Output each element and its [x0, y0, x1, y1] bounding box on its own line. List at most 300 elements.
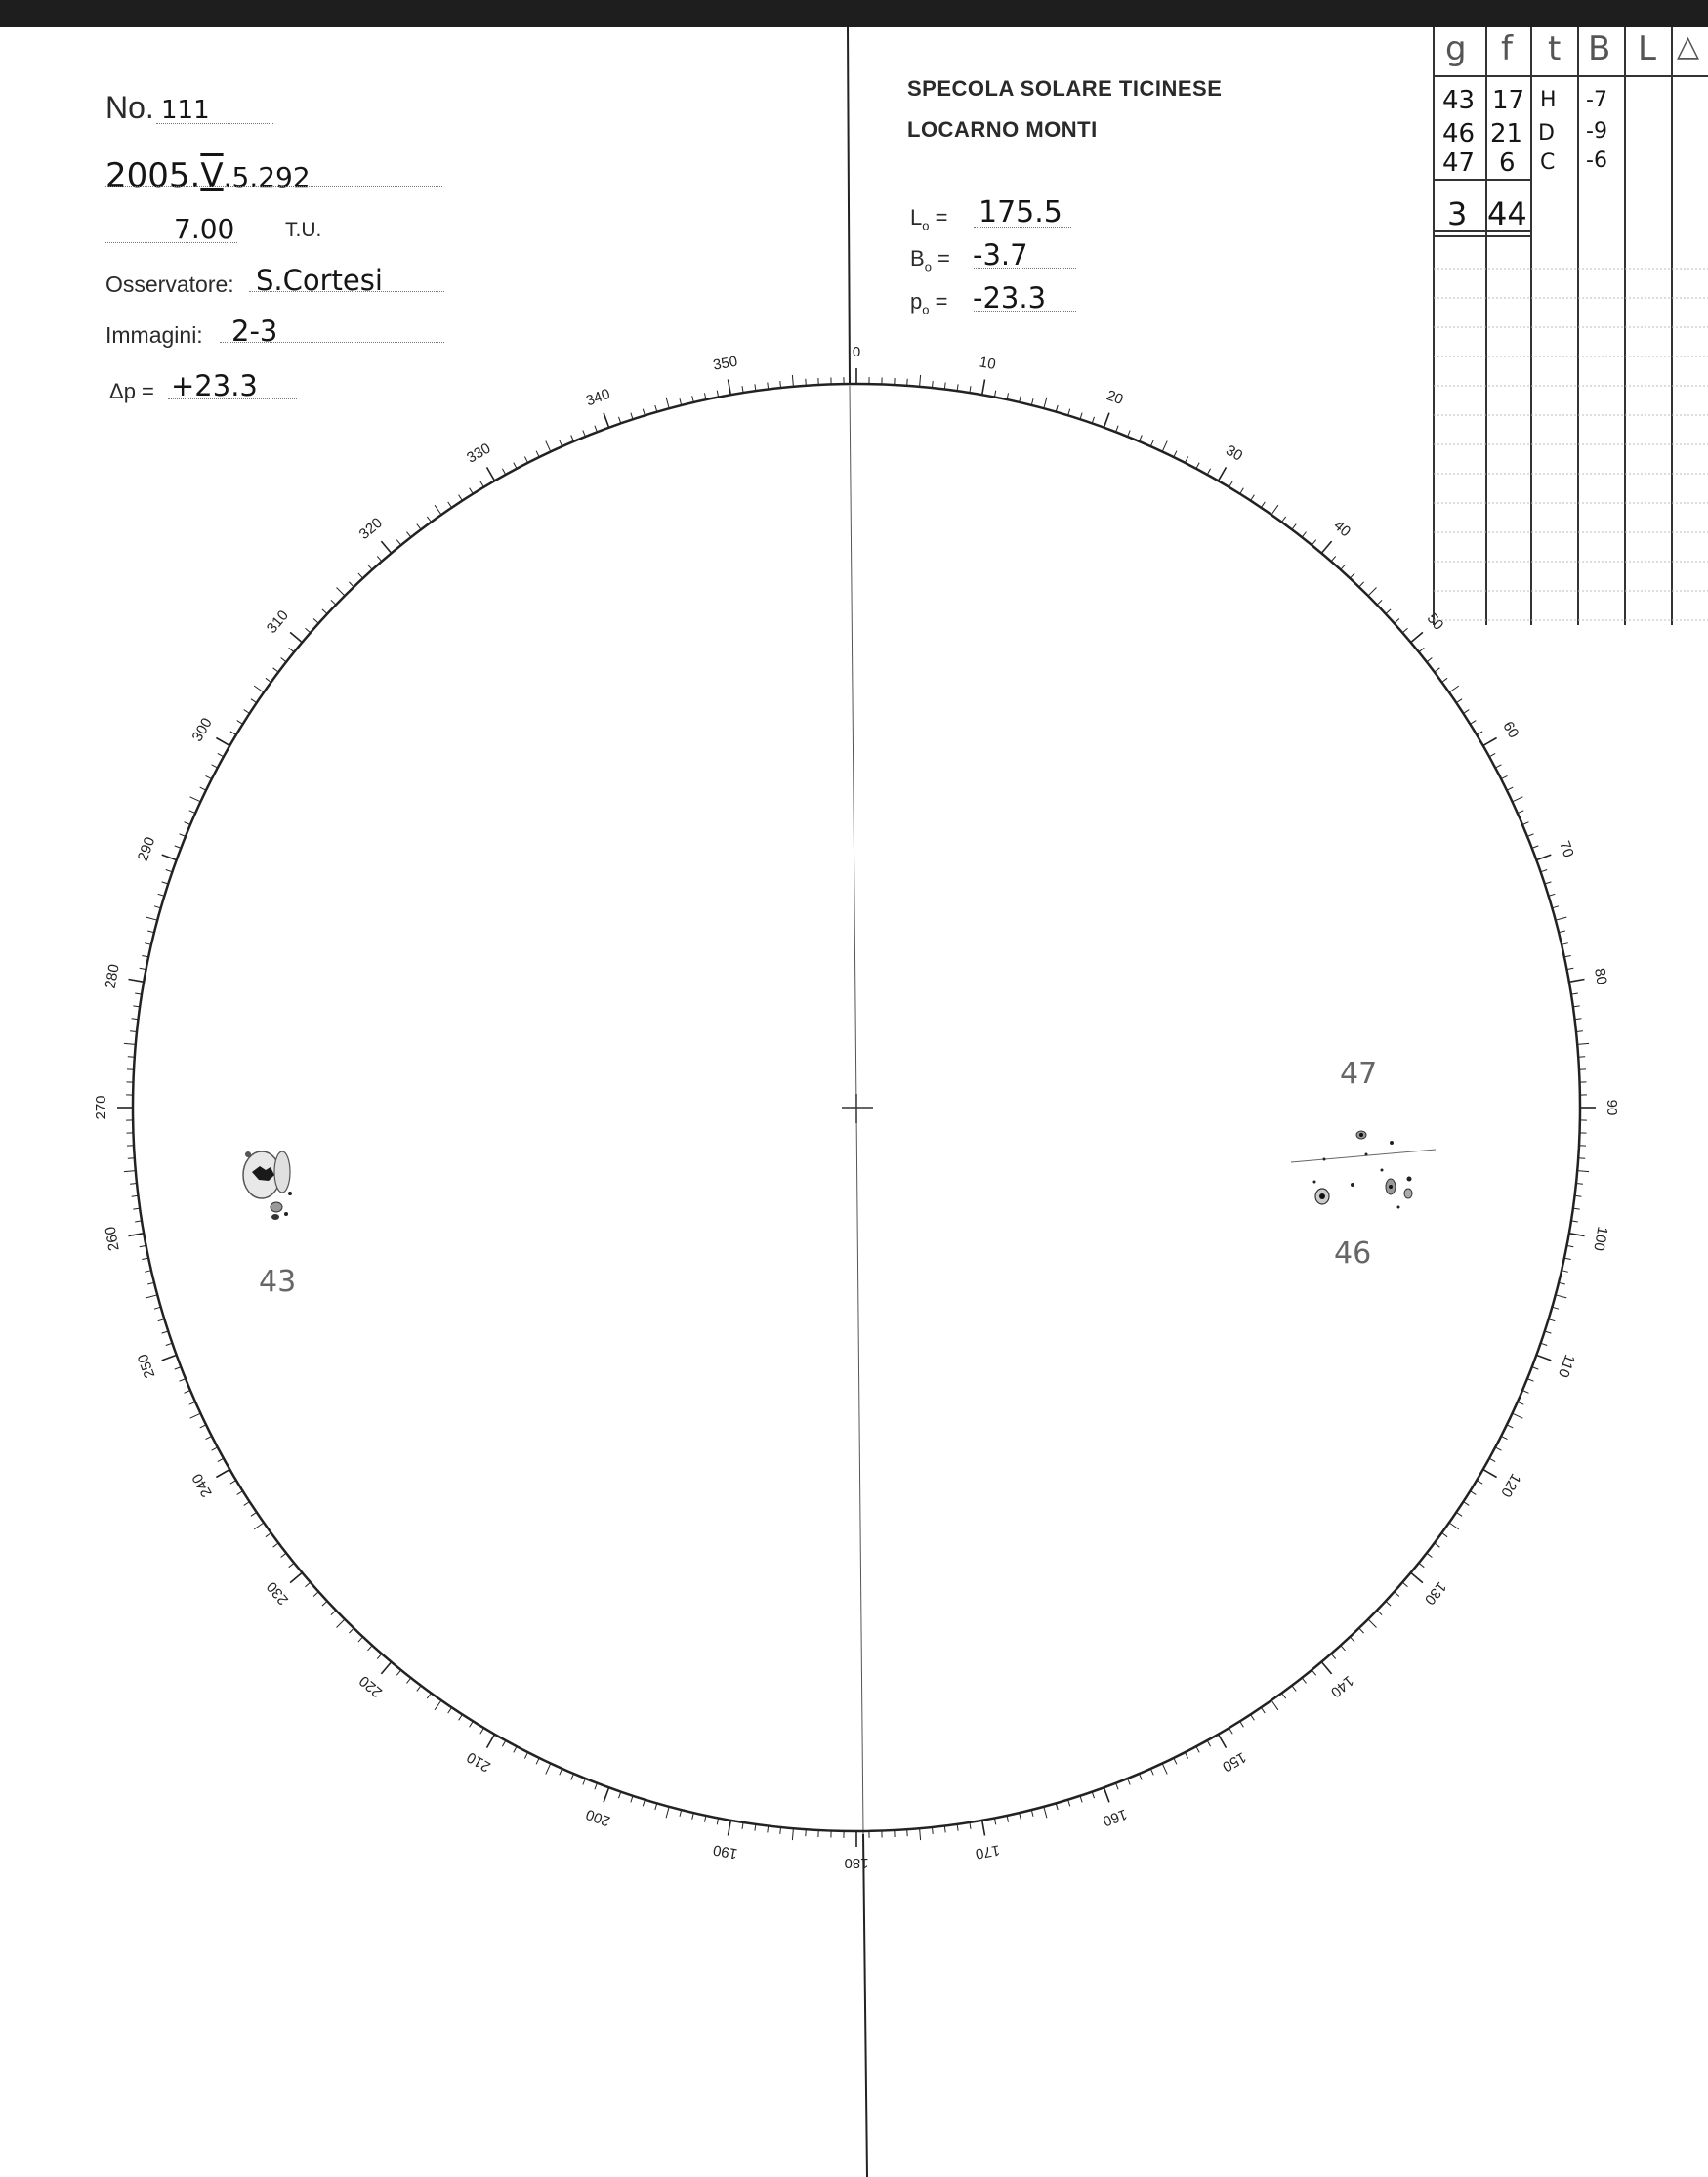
scale-tick	[289, 1563, 294, 1567]
table-row-3-t: C	[1540, 150, 1556, 175]
scale-tick	[1556, 917, 1567, 920]
scale-tick	[1282, 517, 1286, 523]
sunspot-group-43	[243, 1151, 292, 1220]
scale-tick	[705, 1816, 706, 1822]
table-row-2-B: -9	[1586, 119, 1607, 144]
scale-tick	[218, 753, 224, 756]
observatory-name: SPECOLA SOLARE TICINESE	[907, 76, 1223, 101]
scale-tick	[1292, 524, 1296, 530]
scale-tick	[281, 1553, 287, 1557]
scale-tick	[480, 1728, 484, 1734]
scale-tick	[1532, 1367, 1539, 1370]
scale-tick	[189, 811, 195, 814]
ephemeris-L-value: 175.5	[979, 195, 1062, 230]
scale-tick	[237, 721, 243, 725]
scale-tick	[1419, 648, 1424, 651]
group-label-46: 46	[1334, 1236, 1372, 1271]
images-label: Immagini:	[105, 322, 203, 348]
scale-tick	[1569, 1234, 1585, 1236]
scale-tick	[1532, 846, 1539, 849]
scale-tick	[1402, 1582, 1407, 1587]
scale-tick	[1501, 775, 1507, 778]
scale-tick	[1578, 1057, 1585, 1058]
scale-tick	[792, 1828, 793, 1840]
scale-tick	[1321, 1662, 1331, 1674]
scale-label-290: 290	[134, 834, 159, 864]
scale-tick	[1411, 632, 1423, 642]
scale-tick	[1569, 980, 1585, 983]
scale-tick	[470, 488, 474, 494]
scale-tick	[266, 1533, 271, 1537]
scale-tick	[322, 609, 327, 614]
table-header-delta: △	[1677, 29, 1700, 63]
scale-tick	[1395, 1592, 1399, 1597]
scale-tick	[1185, 1752, 1187, 1758]
scale-tick	[1377, 600, 1382, 605]
group-label-43: 43	[259, 1265, 297, 1299]
scale-label-10: 10	[978, 354, 997, 373]
scale-tick	[1350, 1637, 1354, 1642]
scale-tick	[1522, 1391, 1528, 1394]
scale-tick	[595, 1783, 598, 1790]
scale-tick	[982, 1821, 985, 1836]
scale-tick	[1377, 1611, 1382, 1615]
scale-label-220: 220	[355, 1672, 386, 1701]
scale-tick	[487, 1735, 495, 1748]
scale-tick	[1578, 1158, 1585, 1159]
scale-tick	[1449, 1523, 1459, 1529]
scale-tick	[546, 441, 551, 452]
scale-tick	[377, 557, 382, 562]
scale-tick	[560, 1769, 562, 1775]
scale-tick	[920, 375, 921, 387]
scale-label-140: 140	[1327, 1672, 1357, 1701]
scale-tick	[1302, 532, 1306, 538]
scale-tick	[1261, 1707, 1265, 1713]
scale-label-210: 210	[464, 1748, 494, 1776]
scale-tick	[1162, 1764, 1167, 1775]
scale-tick	[524, 457, 527, 463]
scale-tick	[1174, 451, 1177, 457]
scale-tick	[1545, 1331, 1552, 1333]
scale-tick	[417, 524, 421, 530]
ephemeris-B-value: -3.7	[973, 238, 1028, 272]
delta-p-value: +23.3	[171, 369, 258, 402]
scale-tick	[244, 710, 250, 714]
scale-tick	[583, 431, 586, 438]
scale-label-200: 200	[583, 1805, 613, 1830]
table-total-groups: 3	[1447, 195, 1468, 232]
scale-tick	[1536, 855, 1551, 860]
scale-tick	[1302, 1678, 1306, 1684]
scale-tick	[175, 1367, 182, 1370]
scale-tick	[289, 648, 294, 651]
central-meridian-bottom	[863, 1834, 867, 2177]
scale-tick	[175, 846, 182, 849]
scale-tick	[1116, 1783, 1119, 1790]
scale-tick	[313, 619, 318, 624]
scale-label-300: 300	[188, 715, 216, 745]
central-meridian-top	[848, 27, 850, 383]
scale-label-50: 50	[1423, 609, 1447, 634]
scale-tick	[1162, 441, 1167, 452]
scale-tick	[1219, 467, 1227, 481]
scale-tick	[729, 1821, 731, 1836]
scale-tick	[313, 1592, 318, 1597]
table-total-spots: 44	[1487, 195, 1527, 232]
scale-tick	[216, 738, 229, 746]
scale-tick	[146, 917, 158, 920]
scale-tick	[368, 1646, 373, 1651]
scale-tick	[470, 1721, 474, 1727]
scale-tick	[514, 1746, 517, 1752]
scale-tick	[244, 1502, 250, 1506]
scale-tick	[435, 505, 441, 515]
scale-tick	[1350, 573, 1354, 578]
scale-tick	[1196, 1746, 1199, 1752]
scale-tick	[124, 1043, 136, 1044]
ephemeris-B-label: $B_o$ =	[910, 246, 950, 274]
table-row-2-f: 21	[1490, 119, 1523, 148]
scale-tick	[1456, 699, 1462, 703]
scale-tick	[448, 502, 452, 508]
scale-tick	[358, 1637, 363, 1642]
scale-tick	[1331, 557, 1336, 562]
scale-tick	[281, 658, 287, 662]
scale-tick	[1080, 413, 1082, 420]
scale-label-320: 320	[355, 514, 386, 543]
scale-tick	[1470, 1491, 1476, 1495]
table-row-2-t: D	[1538, 121, 1555, 146]
scale-label-20: 20	[1104, 387, 1126, 408]
table-row-2-g: 46	[1442, 119, 1476, 148]
scale-tick	[1128, 1779, 1131, 1785]
scale-tick	[780, 1827, 781, 1834]
scale-tick	[190, 1413, 201, 1418]
number-value: 111	[161, 96, 210, 125]
scale-tick	[331, 600, 336, 605]
images-value: 2-3	[231, 314, 278, 348]
summary-table-grid	[1434, 27, 1708, 625]
scale-label-90: 90	[1604, 1099, 1621, 1116]
table-header-g: g	[1445, 29, 1467, 68]
scale-tick	[1456, 1512, 1462, 1516]
scale-label-0: 0	[852, 343, 861, 360]
scale-tick	[130, 1184, 137, 1185]
scale-tick	[546, 1764, 551, 1775]
scale-tick	[1140, 436, 1143, 441]
scale-tick	[806, 379, 807, 386]
scale-tick	[1331, 1654, 1336, 1658]
scale-tick	[254, 1523, 264, 1529]
scale-tick	[1104, 413, 1109, 428]
scale-tick	[146, 1295, 158, 1298]
scale-tick	[1495, 765, 1501, 768]
scale-tick	[1044, 1807, 1047, 1819]
scale-tick	[502, 469, 505, 475]
scale-tick	[1442, 1533, 1448, 1537]
scale-tick	[619, 1792, 621, 1799]
table-header-f: f	[1501, 29, 1513, 68]
scale-tick	[1489, 1458, 1495, 1461]
scale-label-100: 100	[1590, 1225, 1611, 1253]
scale-tick	[162, 1331, 169, 1333]
scale-tick	[1489, 753, 1495, 756]
scale-tick	[1556, 1295, 1567, 1298]
scale-tick	[190, 797, 201, 802]
scale-tick	[792, 375, 793, 387]
scale-tick	[1442, 678, 1448, 682]
scale-tick	[1359, 582, 1364, 587]
scale-tick	[806, 1829, 807, 1836]
scale-tick	[1080, 1796, 1082, 1803]
scale-tick	[206, 1436, 212, 1439]
scale-tick	[459, 495, 463, 501]
scale-tick	[251, 699, 257, 703]
scale-label-260: 260	[102, 1225, 123, 1253]
scale-tick	[1240, 1721, 1244, 1727]
delta-p-label: Δp =	[109, 379, 154, 403]
scale-tick	[1341, 565, 1346, 569]
scale-tick	[230, 732, 236, 735]
scale-tick	[480, 481, 484, 487]
scale-tick	[1292, 1686, 1296, 1692]
scale-tick	[1174, 1758, 1177, 1764]
scale-tick	[381, 1662, 391, 1674]
scale-tick	[1527, 1379, 1534, 1382]
scale-tick	[166, 1343, 173, 1345]
time-unit: T.U.	[285, 219, 322, 241]
scale-tick	[216, 1470, 229, 1478]
scale-tick	[666, 1807, 669, 1819]
scale-tick	[1536, 1355, 1551, 1361]
table-row-1-f: 17	[1492, 86, 1525, 115]
scale-tick	[230, 1481, 236, 1485]
observatory-location: LOCARNO MONTI	[907, 117, 1098, 142]
scale-label-40: 40	[1330, 517, 1354, 541]
scale-tick	[1251, 1715, 1255, 1721]
date-month: V	[200, 156, 224, 195]
scale-label-280: 280	[102, 962, 123, 990]
scale-tick	[1251, 495, 1255, 501]
scale-tick	[1470, 721, 1476, 725]
scale-tick	[1007, 393, 1008, 399]
scale-tick	[1435, 1543, 1440, 1547]
scale-tick	[631, 413, 633, 420]
scale-label-30: 30	[1223, 441, 1246, 465]
scale-tick	[1477, 1481, 1482, 1485]
scale-tick	[1312, 1670, 1315, 1675]
scale-tick	[1541, 1343, 1548, 1345]
scale-tick	[920, 1828, 921, 1840]
scale-tick	[1541, 870, 1548, 872]
scale-tick	[381, 541, 391, 553]
scale-tick	[206, 775, 212, 778]
scale-tick	[1386, 609, 1391, 614]
scale-tick	[396, 540, 400, 545]
scale-label-60: 60	[1499, 718, 1522, 741]
scale-tick	[129, 1234, 145, 1236]
scale-label-330: 330	[464, 440, 494, 467]
scale-label-180: 180	[844, 1855, 869, 1872]
scale-tick	[1419, 1563, 1424, 1567]
scale-tick	[124, 1171, 136, 1172]
scale-label-70: 70	[1556, 838, 1577, 860]
scale-label-310: 310	[263, 607, 292, 637]
scale-tick	[337, 588, 346, 597]
scale-tick	[1518, 811, 1523, 814]
ephemeris-p-value: -23.3	[973, 281, 1047, 314]
scale-tick	[130, 1031, 137, 1032]
scale-tick	[254, 686, 264, 692]
scale-tick	[1513, 1413, 1523, 1418]
scale-tick	[180, 834, 187, 837]
scale-tick	[166, 870, 173, 872]
scale-tick	[218, 1458, 224, 1461]
scale-tick	[604, 1787, 609, 1802]
scale-tick	[162, 855, 177, 860]
scale-tick	[1368, 588, 1377, 597]
scale-tick	[631, 1796, 633, 1803]
scale-tick	[417, 1686, 421, 1692]
scale-tick	[1140, 1774, 1143, 1779]
scale-tick	[290, 1572, 302, 1582]
scale-tick	[368, 565, 373, 569]
scale-tick	[180, 1379, 187, 1382]
scale-tick	[435, 1700, 441, 1710]
scale-tick	[729, 380, 731, 396]
scale-tick	[1518, 1402, 1523, 1404]
table-row-3-f: 6	[1499, 148, 1516, 178]
scale-tick	[306, 1582, 311, 1587]
scale-tick	[1092, 1792, 1094, 1799]
scale-tick	[185, 822, 190, 825]
scale-tick	[487, 467, 495, 481]
scale-tick	[337, 1619, 346, 1628]
scale-tick	[1219, 1735, 1227, 1748]
scale-tick	[200, 787, 206, 790]
scale-label-340: 340	[583, 385, 613, 410]
scale-label-240: 240	[188, 1470, 216, 1500]
scale-tick	[1576, 1031, 1583, 1032]
scale-tick	[1564, 956, 1571, 957]
scale-tick	[1104, 1787, 1109, 1802]
scale-tick	[142, 956, 148, 957]
scale-label-80: 80	[1591, 967, 1610, 986]
scale-tick	[1271, 1700, 1278, 1710]
scale-label-110: 110	[1554, 1352, 1578, 1380]
table-row-1-B: -7	[1586, 88, 1607, 112]
date-year: 2005.	[105, 156, 201, 195]
scale-tick	[502, 1740, 505, 1746]
scale-tick	[212, 1447, 218, 1450]
sunspot-group-46-47	[1291, 1131, 1436, 1209]
scale-tick	[1527, 834, 1534, 837]
scale-tick	[212, 765, 218, 768]
scale-label-170: 170	[974, 1841, 1002, 1863]
scale-tick	[448, 1707, 452, 1713]
scale-tick	[1386, 1601, 1391, 1606]
scale-tick	[427, 517, 431, 523]
scale-tick	[1207, 469, 1210, 475]
scale-tick	[128, 1057, 135, 1058]
scale-tick	[705, 393, 706, 399]
scale-label-190: 190	[711, 1841, 739, 1863]
scale-tick	[273, 668, 279, 672]
scale-tick	[524, 1752, 527, 1758]
table-row-1-g: 43	[1442, 86, 1476, 115]
scale-tick	[1577, 1043, 1589, 1044]
scale-label-270: 270	[92, 1095, 109, 1120]
scale-tick	[1196, 463, 1199, 469]
scale-tick	[331, 1611, 336, 1615]
scale-tick	[1513, 797, 1523, 802]
scale-tick	[1427, 658, 1433, 662]
scale-label-350: 350	[711, 353, 739, 374]
scale-tick	[1321, 541, 1331, 553]
scale-tick	[536, 451, 539, 457]
table-row-3-B: -6	[1586, 148, 1607, 173]
ephemeris-p-label: $p_o$ =	[910, 289, 948, 317]
scale-tick	[1368, 1619, 1377, 1628]
scale-tick	[306, 628, 311, 633]
scale-tick	[251, 1512, 257, 1516]
scale-tick	[907, 1829, 908, 1836]
scale-tick	[1564, 1258, 1571, 1259]
scale-tick	[128, 1158, 135, 1159]
scale-tick	[933, 1827, 934, 1834]
table-row-1-t: H	[1540, 88, 1557, 112]
scale-tick	[1449, 686, 1459, 692]
scale-tick	[1229, 481, 1233, 487]
summary-table-rule-lines	[1434, 269, 1708, 620]
scale-tick	[1411, 1572, 1423, 1582]
scale-label-120: 120	[1497, 1470, 1524, 1500]
scale-tick	[1207, 1740, 1210, 1746]
observer-value: S.Cortesi	[256, 264, 383, 297]
scale-tick	[1395, 619, 1399, 624]
date-rest: .5.292	[223, 161, 311, 193]
scale-tick	[1282, 1694, 1286, 1699]
scale-tick	[1261, 502, 1265, 508]
scale-tick	[1522, 822, 1528, 825]
scale-tick	[266, 678, 271, 682]
scale-tick	[1341, 1646, 1346, 1651]
scale-tick	[1312, 540, 1315, 545]
scale-tick	[162, 882, 169, 884]
scale-tick	[162, 1355, 177, 1361]
table-header-B: B	[1588, 29, 1611, 68]
table-row-3-g: 47	[1442, 148, 1476, 178]
scale-tick	[1435, 668, 1440, 672]
scale-tick	[595, 426, 598, 433]
scale-tick	[1427, 1553, 1433, 1557]
scale-tick	[560, 440, 562, 446]
scale-tick	[1507, 1425, 1513, 1428]
scale-tick	[536, 1758, 539, 1764]
scale-tick	[273, 1543, 279, 1547]
ephemeris-L-label: $L_o$ =	[910, 205, 948, 233]
scale-tick	[666, 398, 669, 409]
scale-tick	[185, 1391, 190, 1394]
scale-tick	[142, 1258, 148, 1259]
scale-tick	[514, 463, 517, 469]
scale-tick	[780, 381, 781, 388]
scale-tick	[358, 573, 363, 578]
scale-tick	[1092, 417, 1094, 424]
scale-tick	[1402, 628, 1407, 633]
scale-tick	[604, 413, 609, 428]
